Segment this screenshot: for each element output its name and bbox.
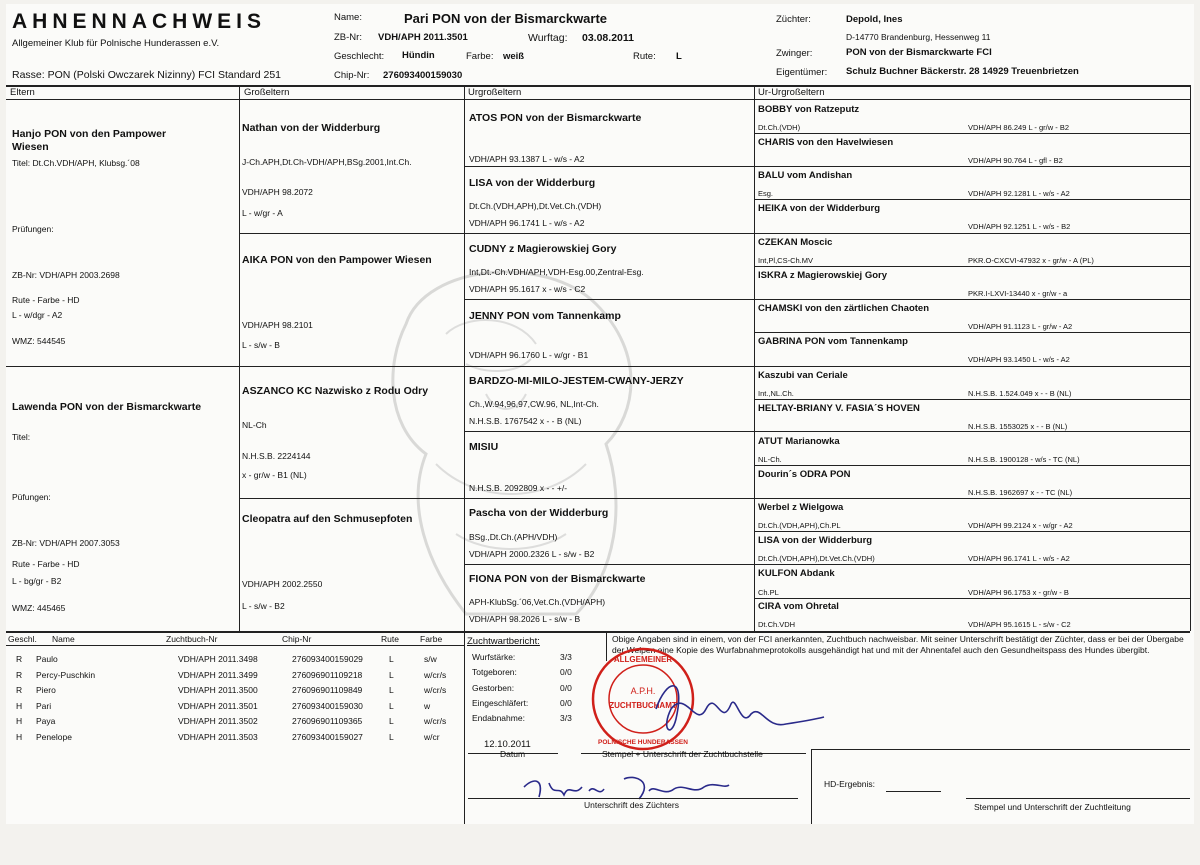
ggp-title: APH-KlubSg.´06,Vet.Ch.(VDH/APH) [469, 597, 606, 607]
parent-farbe: L - w/dgr - A2 [12, 310, 63, 320]
gggp-zb: VDH/APH 95.1615 L - s/w - C2 [968, 620, 1071, 629]
bericht-label: Eingeschläfert: [472, 697, 529, 708]
grandparent-zb: N.H.S.B. 2224144 [242, 451, 311, 461]
eigentuemer-value: Schulz Buchner Bäckerstr. 28 14929 Treuenbrietzen [846, 66, 1079, 77]
parent-title: Titel: [12, 432, 31, 442]
bericht-title: Zuchtwartbericht: [467, 636, 540, 647]
gggp-name: Werbel z Wielgowa [758, 502, 844, 513]
zbnr-label: ZB-Nr: [334, 32, 362, 43]
gggp-title: Dt.Ch.(VDH,APH),Dt.Vet.Ch.(VDH) [758, 554, 875, 563]
chip-value: 276093400159030 [383, 70, 463, 81]
litter-cell: VDH/APH 2011.3502 [178, 716, 258, 726]
geschlecht-value: Hündin [402, 50, 435, 61]
litter-header: Rute [381, 634, 399, 644]
litter-cell: L [389, 654, 394, 664]
parent-name-cont: Wiesen [12, 141, 49, 153]
litter-cell: w/cr/s [424, 669, 447, 680]
dog-name: Pari PON von der Bismarckwarte [404, 11, 608, 26]
litter-cell: L [389, 716, 394, 726]
ggp-name: FIONA PON von der Bismarckwarte [469, 573, 646, 585]
parent-pruefungen: Prüfungen: [12, 224, 54, 234]
litter-cell: w/cr [424, 731, 440, 742]
ggp-zb: VDH/APH 96.1741 L - w/s - A2 [469, 218, 585, 228]
grandparent-zb: VDH/APH 98.2072 [242, 187, 313, 197]
zuechter-address: D-14770 Brandenburg, Hessenweg 11 [846, 32, 991, 42]
litter-sex: H [16, 716, 23, 726]
stamp-center-text: A.P.H. [630, 686, 656, 696]
gggp-title: Dt.Ch.(VDH) [758, 123, 801, 132]
grandparent-zb: VDH/APH 2002.2550 [242, 579, 323, 589]
litter-header: Farbe [420, 634, 443, 644]
zuchtleitung-stamp-label: Stempel und Unterschrift der Zuchtleitung [974, 802, 1131, 812]
farbe-value: weiß [503, 51, 525, 62]
bericht-value: 3/3 [560, 652, 572, 662]
stamp-top-text: ALLGEMEINER [613, 655, 673, 664]
ggp-title: Ch.,W.94,96,97,CW.96, NL,Int-Ch. [469, 399, 599, 409]
bericht-label: Totgeboren: [472, 667, 517, 678]
zwinger-label: Zwinger: [776, 48, 813, 59]
gggp-name: ISKRA z Magierowskiej Gory [758, 270, 887, 281]
parent-wmz: WMZ: 544545 [12, 336, 66, 346]
litter-cell: VDH/APH 2011.3501 [178, 700, 258, 711]
parent-title: Titel: Dt.Ch.VDH/APH, Klubsg.´08 [12, 158, 140, 168]
zwinger-value: PON von der Bismarckwarte FCI [846, 47, 992, 58]
ggp-zb: VDH/APH 93.1387 L - w/s - A2 [469, 154, 585, 164]
parent-farbe: L - bg/gr - B2 [12, 576, 62, 586]
gggp-zb: PKR.I-LXVI-13440 x - gr/w - a [968, 289, 1068, 298]
ggp-name: CUDNY z Magierowskiej Gory [469, 243, 617, 255]
stamp-bottom-text: POLNISCHE HUNDERASSEN [598, 739, 688, 746]
grandparent-zb: VDH/APH 98.2101 [242, 320, 313, 330]
gggp-title: Dt.Ch.(VDH,APH),Ch.PL [758, 521, 841, 530]
gggp-name: BOBBY von Ratzeputz [758, 104, 860, 115]
ggp-zb: VDH/APH 95.1617 x - w/s - C2 [469, 284, 586, 294]
grandparent-name: Nathan von der Widderburg [242, 122, 381, 134]
bericht-value: 3/3 [560, 713, 572, 724]
gggp-name: BALU vom Andishan [758, 170, 853, 181]
litter-cell: L [389, 700, 394, 711]
litter-sex: R [16, 669, 23, 680]
litter-cell: VDH/APH 2011.3499 [178, 669, 258, 680]
parent-pruefungen: Püfungen: [12, 492, 51, 502]
litter-header: Zuchtbuch-Nr [166, 634, 218, 644]
litter-name: Paulo [36, 654, 58, 664]
gggp-title: Int.,NL.Ch. [758, 389, 794, 398]
gggp-name: HEIKA von der Widderburg [758, 203, 881, 214]
gggp-name: HELTAY-BRIANY V. FASIA´S HOVEN [758, 403, 920, 414]
ggp-title: Dt.Ch.(VDH,APH),Dt.Vet.Ch.(VDH) [469, 201, 602, 211]
gggp-title: Int,Pl,CS-Ch.MV [758, 256, 814, 265]
gggp-zb: VDH/APH 96.1753 x - gr/w - B [968, 588, 1069, 597]
gggp-zb: VDH/APH 86.249 L - gr/w - B2 [968, 123, 1070, 132]
grandparent-title: NL-Ch [242, 420, 267, 430]
parent-rute-label: Rute - Farbe - HD [12, 295, 80, 305]
gggp-name: ATUT Marianowka [758, 436, 840, 447]
grandparent-farbe: x - gr/w - B1 (NL) [242, 470, 307, 480]
litter-cell: L [389, 669, 394, 680]
zbnr-value: VDH/APH 2011.3501 [378, 32, 468, 43]
ggp-zb: N.H.S.B. 2092809 x - - +/- [469, 483, 568, 493]
name-label: Name: [334, 12, 362, 23]
date-value: 12.10.2011 [484, 739, 531, 750]
litter-cell: 276096901109365 [292, 716, 363, 726]
parent-name: Hanjo PON von den Pampower [12, 128, 167, 140]
gggp-title: Esg. [758, 189, 774, 198]
litter-cell: w/cr/s [424, 685, 447, 695]
litter-name: Piero [36, 685, 56, 695]
club-name: Allgemeiner Klub für Polnische Hunderassen e.V. [12, 38, 220, 49]
page-title: AHNENNACHWEIS [12, 10, 266, 33]
litter-cell: w/cr/s [424, 716, 447, 726]
litter-cell: VDH/APH 2011.3500 [178, 685, 258, 695]
gggp-zb: VDH/APH 92.1281 L - w/s - A2 [968, 189, 1070, 198]
bericht-label: Wurfstärke: [472, 652, 516, 662]
gggp-name: KULFON Abdank [758, 568, 835, 579]
rute-value: L [676, 51, 682, 62]
grandparent-name: Cleopatra auf den Schmusepfoten [242, 513, 413, 525]
ggp-name: LISA von der Widderburg [469, 177, 596, 189]
litter-sex: R [16, 685, 23, 695]
litter-name: Penelope [36, 731, 72, 742]
bericht-label: Gestorben: [472, 682, 515, 693]
litter-name: Pari [36, 700, 52, 711]
litter-cell: L [389, 685, 394, 695]
grandparent-name: ASZANCO KC Nazwisko z Rodu Odry [242, 385, 429, 397]
gggp-name: CZEKAN Moscic [758, 237, 833, 248]
ggp-zb: VDH/APH 2000.2326 L - s/w - B2 [469, 549, 595, 559]
date-label: Datum [500, 749, 526, 759]
eigentuemer-label: Eigentümer: [776, 67, 828, 78]
hd-result-label: HD-Ergebnis: [824, 779, 876, 789]
parent-wmz: WMZ: 445465 [12, 603, 66, 613]
legal-notice: Obige Angaben sind in einem, von der FCI anerkannten, Zuchtbuch nachweisbar. Mit seiner Unterschrift bestätigt der Züchter, dass er bei der Übergabe der Welpen eine Kopie des Wurfabnahmeprotokolls ausgehändigt hat und mit der Ahnentafel auch den Gesundheitspass des Hundes übergibt. [612, 634, 1184, 655]
litter-cell: s/w [424, 654, 437, 664]
gggp-zb: N.H.S.B. 1962697 x - - TC (NL) [968, 488, 1073, 497]
gggp-name: LISA von der Widderburg [758, 535, 873, 546]
ggp-zb: VDH/APH 96.1760 L - w/gr - B1 [469, 350, 589, 360]
bericht-label: Endabnahme: [472, 713, 525, 724]
ggp-zb: N.H.S.B. 1767542 x - - B (NL) [469, 416, 582, 426]
litter-cell: 276093400159027 [292, 731, 363, 742]
col-urgrosseltern: Urgroßeltern [468, 87, 522, 98]
litter-cell: 276093400159029 [292, 654, 363, 664]
litter-cell: w [424, 700, 431, 711]
litter-sex: H [16, 731, 23, 742]
pedigree-sheet [6, 4, 1194, 824]
gggp-name: GABRINA PON vom Tannenkamp [758, 336, 908, 347]
zuchtbuch-signature-icon [636, 669, 826, 749]
rute-label: Rute: [633, 51, 656, 62]
col-ururgrosseltern: Ur-Urgroßeltern [758, 87, 825, 98]
bericht-value: 0/0 [560, 667, 572, 678]
ggp-title: BSg.,Dt.Ch.(APH/VDH) [469, 532, 558, 542]
litter-name: Paya [36, 716, 56, 726]
gggp-name: CHAMSKI von den zärtlichen Chaoten [758, 303, 930, 314]
zuchtbuch-stamp-label: Stempel + Unterschrift der Zuchtbuchstelle [602, 749, 763, 759]
gggp-name: CHARIS von den Havelwiesen [758, 137, 894, 148]
gggp-zb: VDH/APH 92.1251 L - w/s - B2 [968, 222, 1071, 231]
litter-name: Percy-Puschkin [36, 669, 96, 680]
gggp-zb: N.H.S.B. 1553025 x - - B (NL) [968, 422, 1068, 431]
parent-zb: ZB-Nr: VDH/APH 2003.2698 [12, 270, 120, 280]
gggp-title: NL-Ch. [758, 455, 782, 464]
litter-cell: 276096901109218 [292, 669, 363, 680]
litter-cell: VDH/APH 2011.3498 [178, 654, 258, 664]
litter-sex: H [16, 700, 23, 711]
ggp-name: JENNY PON vom Tannenkamp [469, 310, 621, 322]
gggp-zb: N.H.S.B. 1.524.049 x - - B (NL) [968, 389, 1072, 398]
ggp-name: MISIU [469, 441, 499, 453]
farbe-label: Farbe: [466, 51, 494, 62]
gggp-title: Ch.PL [758, 588, 779, 597]
litter-cell: L [389, 731, 394, 742]
wurftag-label: Wurftag: [528, 32, 568, 44]
gggp-name: CIRA vom Ohretal [758, 601, 839, 612]
ggp-name: BARDZO-MI-MILO-JESTEM-CWANY-JERZY [469, 375, 684, 387]
parent-name: Lawenda PON von der Bismarckwarte [12, 401, 202, 413]
ggp-zb: VDH/APH 98.2026 L - s/w - B [469, 614, 581, 624]
zuechter-label: Züchter: [776, 14, 811, 25]
litter-header: Name [52, 634, 75, 644]
grandparent-farbe: L - s/w - B [242, 340, 280, 350]
ggp-title: Int,Dt.-Ch.VDH/APH,VDH-Esg.00,Zentral-Esg. [469, 267, 644, 277]
zuechter-value: Depold, Ines [846, 14, 903, 25]
ggp-name: ATOS PON von der Bismarckwarte [469, 112, 642, 124]
gggp-zb: VDH/APH 90.764 L - gfl - B2 [968, 156, 1063, 165]
litter-sex: R [16, 654, 23, 664]
chip-label: Chip-Nr: [334, 70, 370, 81]
gggp-zb: VDH/APH 91.1123 L - gr/w - A2 [968, 322, 1073, 331]
gggp-title: Dt.Ch.VDH [758, 620, 796, 629]
gggp-name: Dourin´s ODRA PON [758, 469, 851, 480]
gggp-zb: N.H.S.B. 1900128 - w/s - TC (NL) [968, 455, 1080, 464]
parent-rute-label: Rute - Farbe - HD [12, 559, 80, 569]
grandparent-farbe: L - s/w - B2 [242, 601, 285, 611]
gggp-name: Kaszubi van Ceriale [758, 370, 848, 381]
col-eltern: Eltern [10, 87, 35, 98]
gggp-zb: PKR.O-CXCVI-47932 x - gr/w - A (PL) [968, 256, 1094, 265]
wurftag-value: 03.08.2011 [582, 32, 634, 44]
breed: Rasse: PON (Polski Owczarek Nizinny) FCI Standard 251 [12, 69, 282, 81]
litter-header: Geschl. [8, 634, 37, 644]
grandparent-name: AIKA PON von den Pampower Wiesen [242, 254, 432, 266]
grandparent-farbe: L - w/gr - A [242, 208, 283, 218]
geschlecht-label: Geschlecht: [334, 51, 385, 62]
litter-cell: 276096901109849 [292, 685, 363, 695]
gggp-zb: VDH/APH 96.1741 L - w/s - A2 [968, 554, 1070, 563]
bericht-value: 0/0 [560, 682, 572, 693]
stamp-zuchtbuchamt-text: ZUCHTBUCHAMT [609, 701, 677, 710]
gggp-zb: VDH/APH 93.1450 L - w/s - A2 [968, 355, 1070, 364]
ggp-name: Pascha von der Widderburg [469, 507, 609, 519]
parent-zb: ZB-Nr: VDH/APH 2007.3053 [12, 538, 120, 548]
gggp-zb: VDH/APH 99.2124 x - w/gr - A2 [968, 521, 1073, 530]
breeder-signature-label: Unterschrift des Züchters [584, 800, 679, 810]
col-grosseltern: Großeltern [244, 87, 290, 98]
grandparent-title: J-Ch.APH,Dt.Ch-VDH/APH,BSg.2001,Int.Ch. [242, 157, 412, 167]
bericht-value: 0/0 [560, 697, 572, 708]
litter-cell: VDH/APH 2011.3503 [178, 731, 258, 742]
litter-header: Chip-Nr [282, 634, 312, 644]
litter-cell: 276093400159030 [292, 700, 363, 711]
